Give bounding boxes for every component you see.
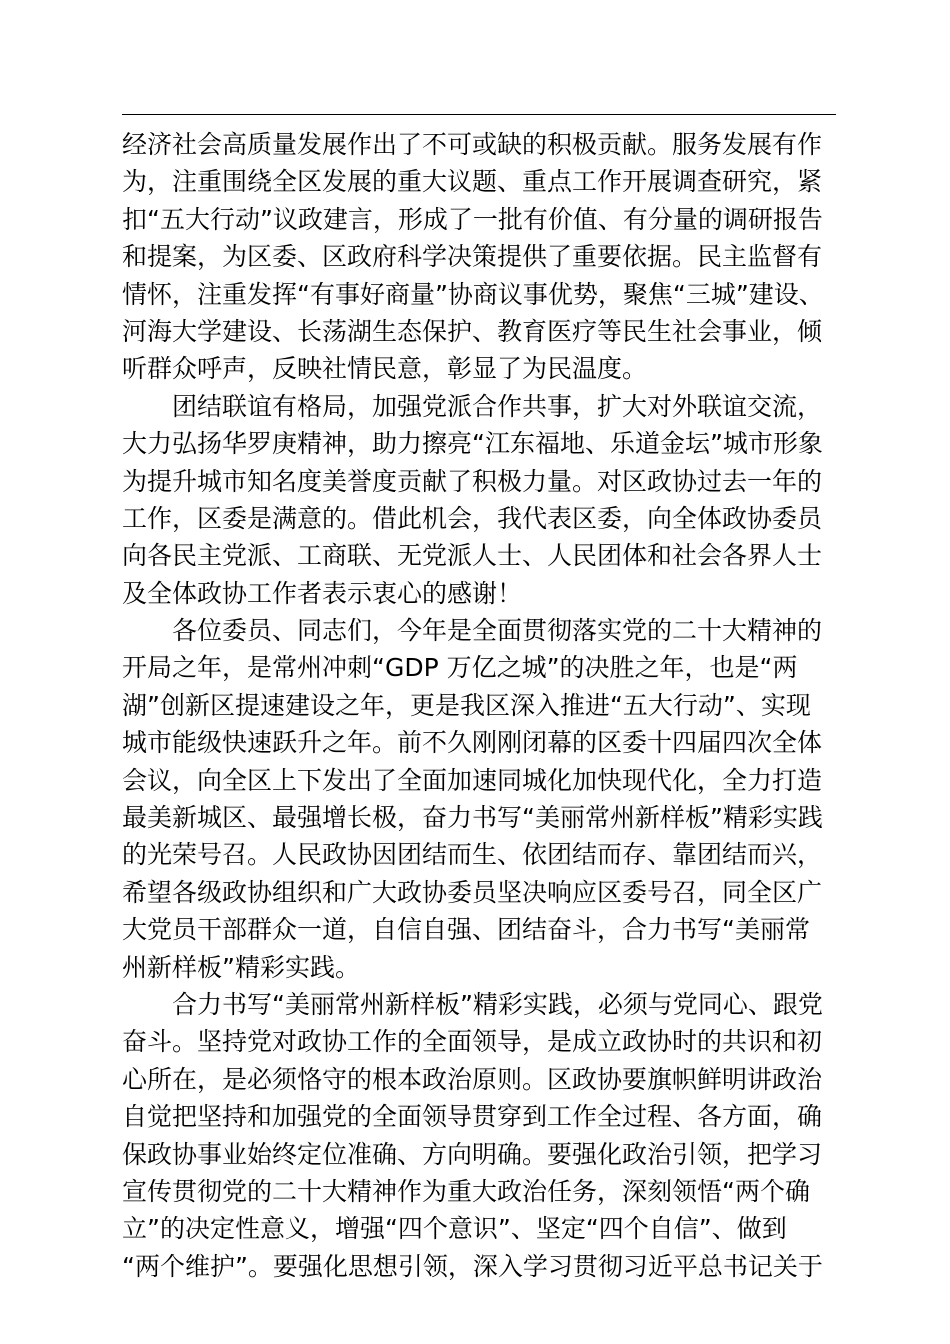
text-line: 保政协事业始终定位准确、方向明确。要强化政治引领，把学习 xyxy=(122,1139,823,1169)
text-line: 的光荣号召。人民政协因团结而生、依团结而存、靠团结而兴， xyxy=(122,840,823,870)
text-line: 会议，向全区上下发出了全面加速同城化加快现代化，全力打造 xyxy=(122,765,823,795)
text-line: 及全体政协工作者表示衷心的感谢！ xyxy=(122,578,523,608)
text-line: 团结联谊有格局，加强党派合作共事，扩大对外联谊交流， xyxy=(122,391,823,421)
text-line: 听群众呼声，反映社情民意，彰显了为民温度。 xyxy=(122,354,648,384)
text-line: 大党员干部群众一道，自信自强、团结奋斗，合力书写“美丽常 xyxy=(122,915,810,945)
text-line: 州新样板”精彩实践。 xyxy=(122,952,360,982)
text-line: 开局之年，是常州冲刺“GDP 万亿之城”的决胜之年，也是“两 xyxy=(122,653,798,683)
text-line: 城市能级快速跃升之年。前不久刚刚闭幕的区委十四届四次全体 xyxy=(122,728,823,758)
text-line: 河海大学建设、长荡湖生态保护、教育医疗等民生社会事业，倾 xyxy=(122,316,823,346)
text-line: 和提案，为区委、区政府科学决策提供了重要依据。民主监督有 xyxy=(122,242,823,272)
header-rule xyxy=(122,114,836,115)
text-line: 立”的决定性意义，增强“四个意识”、坚定“四个自信”、做到 xyxy=(122,1214,787,1244)
text-line: 希望各级政协组织和广大政协委员坚决响应区委号召，同全区广 xyxy=(122,877,823,907)
body-text xyxy=(122,126,838,1285)
text-line: 各位委员、同志们，今年是全面贯彻落实党的二十大精神的 xyxy=(122,616,823,646)
text-line: 情怀，注重发挥“有事好商量”协商议事优势，聚焦“三城”建设、 xyxy=(122,279,824,309)
text-line: 自觉把坚持和加强党的全面领导贯穿到工作全过程、各方面，确 xyxy=(122,1102,823,1132)
text-line: 大力弘扬华罗庚精神，助力擦亮“江东福地、乐道金坛”城市形象 xyxy=(122,429,823,459)
text-line: 宣传贯彻党的二十大精神作为重大政治任务，深刻领悟“两个确 xyxy=(122,1176,810,1206)
text-line: 湖”创新区提速建设之年，更是我区深入推进“五大行动”、实现 xyxy=(122,690,811,720)
text-line: 向各民主党派、工商联、无党派人士、人民团体和社会各界人士 xyxy=(122,541,823,571)
text-line: 最美新城区、最强增长极，奋力书写“美丽常州新样板”精彩实践 xyxy=(122,803,823,833)
text-line: 为提升城市知名度美誉度贡献了积极力量。对区政协过去一年的 xyxy=(122,466,823,496)
text-line: 奋斗。坚持党对政协工作的全面领导，是成立政协时的共识和初 xyxy=(122,1027,823,1057)
text-line: “两个维护”。要强化思想引领，深入学习贯彻习近平总书记关于 xyxy=(122,1251,823,1281)
text-line: 扣“五大行动”议政建言，形成了一批有价值、有分量的调研报告 xyxy=(122,204,823,234)
text-line: 工作，区委是满意的。借此机会，我代表区委，向全体政协委员 xyxy=(122,503,823,533)
text-line: 心所在，是必须恪守的根本政治原则。区政协要旗帜鲜明讲政治 xyxy=(122,1064,823,1094)
text-line: 为，注重围绕全区发展的重大议题、重点工作开展调查研究，紧 xyxy=(122,167,823,197)
text-line: 经济社会高质量发展作出了不可或缺的积极贡献。服务发展有作 xyxy=(122,130,823,159)
text-line: 合力书写“美丽常州新样板”精彩实践，必须与党同心、跟党 xyxy=(122,989,823,1019)
